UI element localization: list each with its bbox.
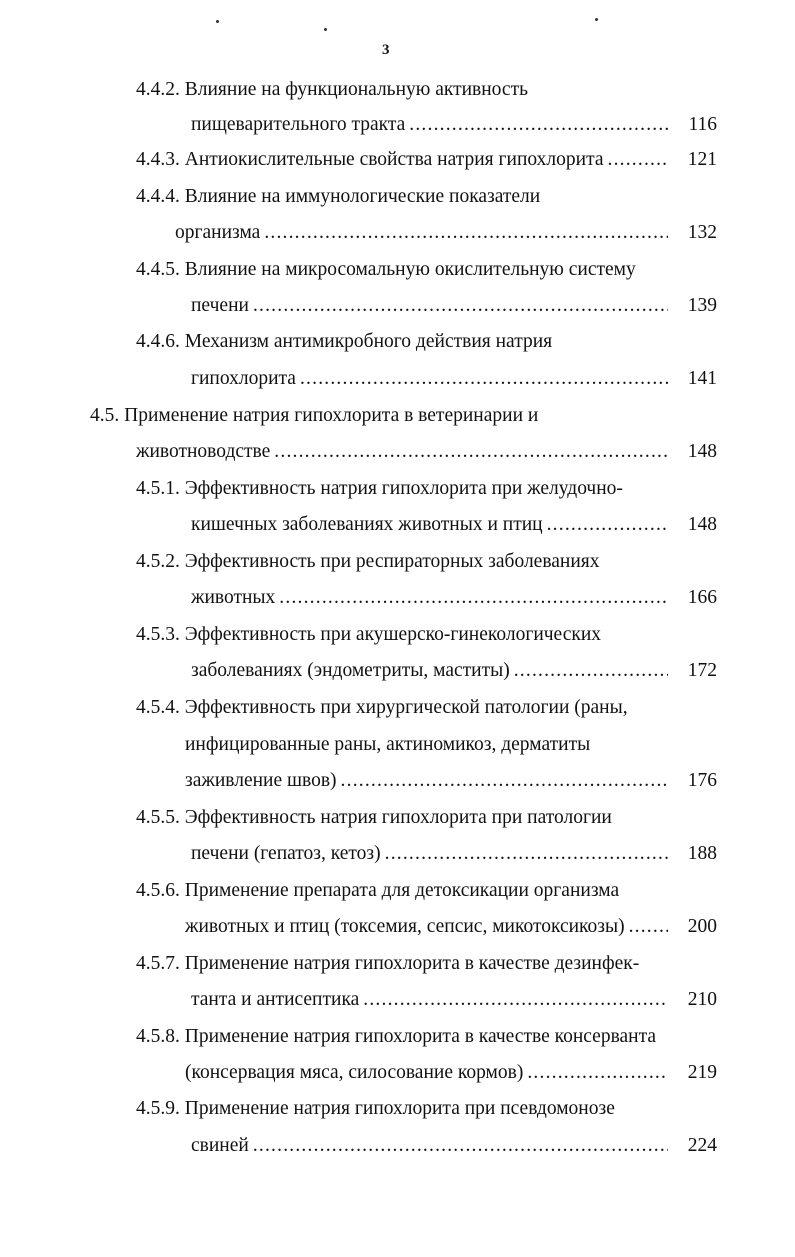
dot-leader — [510, 656, 668, 686]
toc-page-number: 200 — [687, 916, 717, 937]
toc-page-number: 224 — [687, 1135, 717, 1156]
toc-entry-line: 4.5. Применение натрия гипохлорита в ветеринарии и — [90, 405, 539, 426]
toc-entry-line: 4.5.3. Эффективность при акушерско-гинекологических — [136, 624, 602, 645]
toc-entry-line: 4.5.4. Эффективность при хирургической патологии (раны, — [136, 697, 628, 718]
toc-entry-line: 4.5.9. Применение натрия гипохлорита при псевдомонозе — [136, 1098, 615, 1119]
toc-entry-line — [136, 145, 668, 175]
toc-page-number: 139 — [687, 295, 717, 316]
toc-entry-line: 4.5.1. Эффективность натрия гипохлорита при желудочно- — [136, 478, 623, 499]
toc-entry-line: 4.4.2. Влияние на функциональную активность — [136, 79, 528, 100]
toc-page-number: 148 — [687, 514, 717, 535]
toc-entry-title: (консервация мяса, силосование кормов) — [185, 1062, 524, 1083]
toc-entry-title: печени (гепатоз, кетоз) — [191, 843, 381, 864]
toc-page-number: 176 — [687, 770, 717, 791]
toc-page-number: 121 — [687, 149, 717, 170]
dot-leader — [543, 510, 668, 540]
toc-entry-line: 4.4.4. Влияние на иммунологические показатели — [136, 186, 541, 207]
toc-entry-line — [185, 766, 668, 796]
toc-entry-line — [175, 218, 668, 248]
toc-page-number: 132 — [687, 222, 717, 243]
toc-entry-title: животных — [191, 587, 276, 608]
toc-entry-title: пищеварительного тракта — [191, 114, 406, 135]
toc-entry-line: 4.5.6. Применение препарата для детоксикации организма — [136, 880, 620, 901]
toc-entry-line — [191, 985, 668, 1015]
toc-entry-line — [191, 291, 668, 321]
dot-leader — [523, 1058, 668, 1088]
dot-leader — [405, 110, 668, 140]
dot-leader — [604, 145, 669, 175]
dot-leader — [625, 912, 668, 942]
toc-entry-line: 4.5.2. Эффективность при респираторных заболеваниях — [136, 551, 600, 572]
dot-leader — [337, 766, 668, 796]
page-number: 3 — [382, 42, 390, 58]
scan-speck — [216, 20, 219, 23]
dot-leader — [359, 985, 668, 1015]
toc-entry-line — [136, 437, 668, 467]
scan-speck — [595, 18, 598, 21]
toc-entry-line: 4.4.6. Механизм антимикробного действия натрия — [136, 331, 553, 352]
toc-entry-line: инфицированные раны, актиномикоз, дерматиты — [185, 734, 591, 755]
toc-entry-title: заболеваниях (эндометриты, маститы) — [191, 660, 510, 681]
toc-page-number: 166 — [687, 587, 717, 608]
dot-leader — [249, 1131, 668, 1161]
toc-entry-title: печени — [191, 295, 249, 316]
toc-entry-title: заживление швов) — [185, 770, 337, 791]
toc-entry-title: животных и птиц (токсемия, сепсис, микотоксикозы) — [185, 916, 625, 937]
toc-entry-title: 4.4.3. Антиокислительные свойства натрия гипохлорита — [136, 149, 604, 170]
toc-entry-title: кишечных заболеваниях животных и птиц — [191, 514, 543, 535]
toc-page-number: 141 — [687, 368, 717, 389]
scan-speck — [324, 28, 327, 31]
toc-entry-title: организма — [175, 222, 261, 243]
toc-entry-line — [191, 510, 668, 540]
toc-entry-line — [191, 583, 668, 613]
toc-page-number: 188 — [687, 843, 717, 864]
toc-entry-line: 4.4.5. Влияние на микросомальную окислительную систему — [136, 259, 636, 280]
toc-page-number: 210 — [687, 989, 717, 1010]
toc-entry-line — [191, 364, 668, 394]
toc-page-number: 172 — [687, 660, 717, 681]
toc-page-number: 148 — [687, 441, 717, 462]
toc-entry-title: животноводстве — [136, 441, 271, 462]
dot-leader — [296, 364, 668, 394]
toc-entry-line — [191, 656, 668, 686]
toc-entry-line — [191, 839, 668, 869]
dot-leader — [249, 291, 668, 321]
toc-entry-line — [191, 110, 668, 140]
dot-leader — [381, 839, 668, 869]
toc-entry-title: танта и антисептика — [191, 989, 360, 1010]
toc-entry-line — [185, 912, 668, 942]
toc-entry-line: 4.5.8. Применение натрия гипохлорита в качестве консерванта — [136, 1026, 657, 1047]
toc-entry-line: 4.5.5. Эффективность натрия гипохлорита при патологии — [136, 807, 612, 828]
toc-entry-title: гипохлорита — [191, 368, 296, 389]
toc-entry-line — [191, 1131, 668, 1161]
dot-leader — [270, 437, 668, 467]
dot-leader — [275, 583, 668, 613]
toc-page-number: 219 — [687, 1062, 717, 1083]
toc-page-number: 116 — [688, 114, 717, 135]
toc-entry-line: 4.5.7. Применение натрия гипохлорита в качестве дезинфек- — [136, 953, 640, 974]
toc-entry-line — [185, 1058, 668, 1088]
toc-entry-title: свиней — [191, 1135, 249, 1156]
dot-leader — [260, 218, 668, 248]
